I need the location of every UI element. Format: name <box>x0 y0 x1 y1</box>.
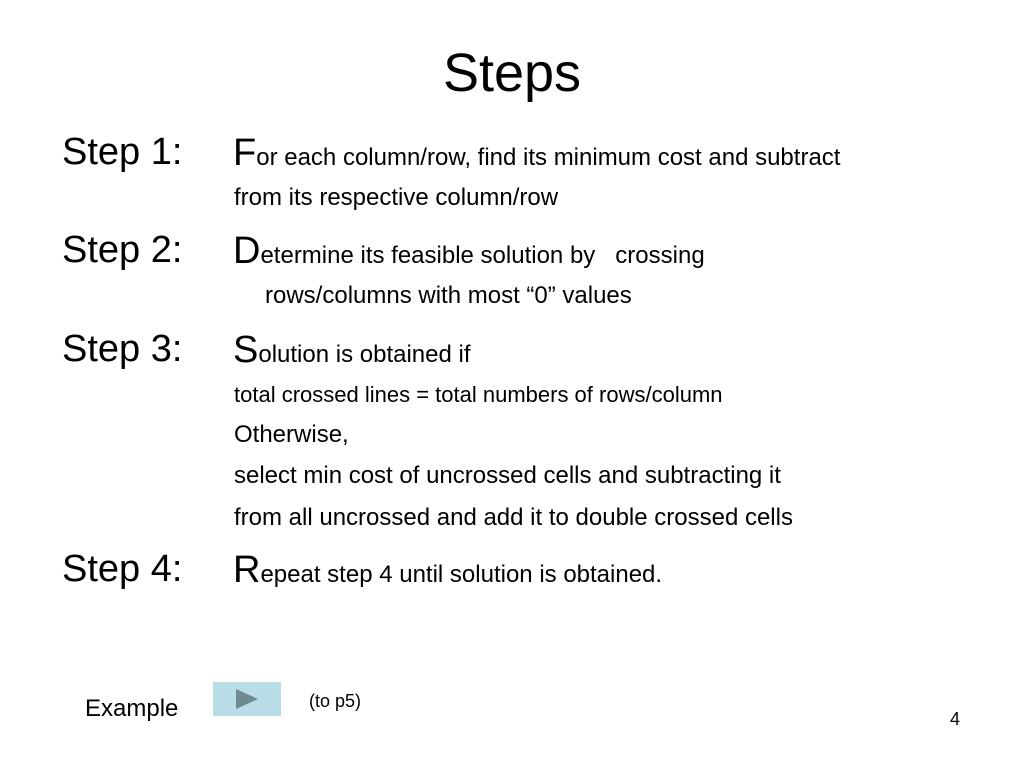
step-1-label: Step 1: <box>62 131 183 173</box>
step-4-rest: epeat step 4 until solution is obtained. <box>260 561 663 588</box>
step-3-text <box>233 329 471 372</box>
step-1-rest: or each column/row, find its minimum cost and subtract <box>256 144 841 171</box>
next-slide-button[interactable] <box>213 682 281 716</box>
page-number: 4 <box>950 709 961 729</box>
step-3-line-2: Otherwise, <box>234 421 349 448</box>
step-2-label: Step 2: <box>62 229 183 271</box>
step-4-text <box>233 549 662 592</box>
example-label: Example <box>85 695 179 722</box>
step-1-line-1: from its respective column/row <box>234 184 559 211</box>
step-2-line-1: rows/columns with most “0” values <box>265 282 632 309</box>
play-arrow-icon <box>232 687 262 711</box>
step-1-text <box>233 132 840 175</box>
step-3-line-1: total crossed lines = total numbers of rows/column <box>234 382 723 407</box>
step-3-initial: S <box>233 329 259 371</box>
step-2-initial: D <box>233 230 261 272</box>
step-3-line-4: from all uncrossed and add it to double crossed cells <box>234 504 793 531</box>
step-1-initial: F <box>233 132 257 174</box>
step-2-rest: etermine its feasible solution by crossing <box>260 242 705 269</box>
step-4-initial: R <box>233 549 261 591</box>
step-3-rest: olution is obtained if <box>258 341 471 368</box>
step-3-line-3: select min cost of uncrossed cells and subtracting it <box>234 462 781 489</box>
step-4-label: Step 4: <box>62 548 183 590</box>
slide-title: Steps <box>442 43 582 103</box>
step-2-text <box>233 230 705 273</box>
step-3-label: Step 3: <box>62 328 183 370</box>
to-page-link[interactable]: (to p5) <box>309 691 362 711</box>
